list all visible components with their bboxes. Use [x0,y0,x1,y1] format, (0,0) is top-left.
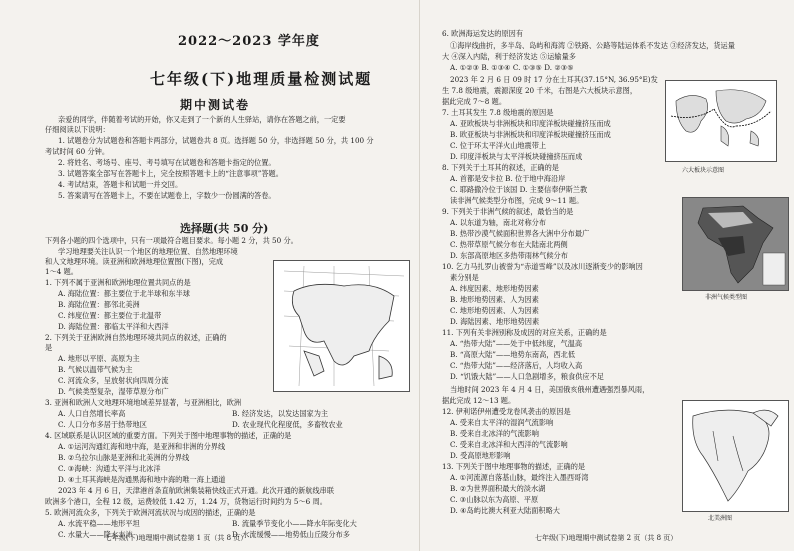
school-year: 2022～2023 学年度 [178,34,320,49]
question-stem: 2. 下列关于亚洲欧洲自然地理环境共同点的叙述，正确的 [45,333,227,342]
exam-subtitle: 期中测试卷 [180,98,251,112]
question-stem: 13. 下列关于图中地理事物的描述，正确的是 [442,462,586,471]
instruction-line: 亲爱的同学，伴随着考试的开始，你又走到了一个新的人生驿站，请你在答题之前，一定要 [58,115,346,124]
question-stem: 素分别是 [450,273,479,282]
answer-option: A. ①河流源自落基山脉，最终注入墨西哥湾 [450,473,589,482]
answer-option: A. 首都是安卡拉 B. 位于地中海沿岸 [450,174,566,183]
answer-option: B. 受来自北冰洋的气流影响 [450,429,539,438]
answer-option: D. 农业现代化程度低，多畜牧农业 [232,420,343,429]
answer-option: C. 热带草原气候分布在大陆南北两侧 [450,240,568,249]
question-stem: 5. 欧洲河流众多，下列关于欧洲河流状况与成因的描述，正确的是 [45,508,256,517]
tectonic-plates-map [665,80,777,162]
instruction-line: 4. 考试结束，答题卡和试题一并交回。 [58,180,183,189]
question-intro: 下列各小题的四个选项中，只有一项最符合题目要求。每小题 2 分，共 50 分。 [45,236,298,245]
answer-option: D. “饥饿大陆”——人口急剧增多，粮食供应不足 [450,372,604,381]
answer-option: C. 地形地势因素、人为因素 [450,306,539,315]
answer-option: B. 海陆位置：都邻北美洲 [58,300,140,309]
africa-climate-map [682,197,789,291]
question-stem: 10. 乞力马扎罗山被誉为“赤道雪峰”以及冰川逐渐变少的影响因 [442,262,643,271]
answer-option: C. 河流众多，呈放射状向四周分流 [58,376,169,385]
passage-text: 欧洲多个港口，全程 12 级，运费较低 1.42 万，1.24 万，货物运行时间约为 5～6 周。 [45,497,327,506]
instruction-line: 2. 将姓名、考场号、座号、考号填写在试题卷和答题卡指定的位置。 [58,158,276,167]
answer-option: A. 亚欧板块与非洲板块和印度洋板块碰撞挤压而成 [450,119,611,128]
answer-option: A. “热带大陆”——处于中低纬度，气温高 [450,339,583,348]
answer-option: D. 水流缓慢——地势低山丘陵分布多 [232,530,350,539]
answer-option: C. ③海峡：沟通太平洋与北冰洋 [58,464,161,473]
answer-option: D. 海陆因素、地形地势因素 [450,317,540,326]
instruction-line: 1. 试题卷分为试题卷和答题卡两部分，试题卷共 8 页。选择题 50 分，非选择题 50 分，共 100 分 [58,136,374,145]
passage-text: 生 7.8 级地震，震源深度 20 千米，右图是六大板块示意图， [442,86,638,95]
answer-option: D. 气候类型复杂，湿带草原分布广 [58,387,169,396]
question-text: ①海岸线曲折，多半岛、岛屿和海湾 ②铁路、公路等陆运体系不发达 ③经济发达，货运量 [450,41,735,50]
answer-option: C. 人口分布多居于热带地区 [58,420,147,429]
passage-text: 据此完成 12～13 题。 [442,396,516,405]
answer-option: D. 印度洋板块与太平洋板块碰撞挤压而成 [450,152,583,161]
answer-option: B. 地形地势因素、人为因素 [450,295,539,304]
question-stem: 12. 伊利诺伊州遭受龙卷风袭击的原因是 [442,407,571,416]
question-stem: 11. 下列有关非洲别称及成因的对应关系，正确的是 [442,328,607,337]
north-america-map [682,400,789,512]
answer-option: C. ③山脉以东为高原、平原 [450,495,539,504]
passage-text: 当地时间 2023 年 4 月 4 日，美国俄亥俄州遭遇强烈暴风雨， [450,385,650,394]
answer-option: B. 欧亚板块与非洲板块和印度洋板块碰撞挤压而成 [450,130,611,139]
answer-option: D. ④土耳其海峡是沟通黑海和地中海的唯一海上通道 [58,475,226,484]
instruction-line: 仔细阅读以下说明： [45,125,110,134]
asia-europe-map [273,260,410,392]
question-stem: 7. 土耳其发生 7.8 级地震的原因是 [442,108,554,117]
passage-text: 据此完成 7～8 题。 [442,97,507,106]
question-text: 学习地理要关注认识一个地区的地理位置、自然地理环境 [58,247,238,256]
answer-option: C. 耶路撒冷位于该国 D. 主要信奉伊斯兰教 [450,185,588,194]
north-america-drawing [683,401,788,511]
answer-option: C. “热带大陆”——经济落后，人均收入高 [450,361,583,370]
answer-option: C. 受来自北冰洋和大西洋的气流影响 [450,440,568,449]
answer-option: A. 海陆位置：都主要位于北半球和东半球 [58,289,190,298]
answer-option: C. 位于环太平洋火山地震带上 [450,141,547,150]
passage-text: 2023 年 2 月 6 日 09 时 17 分在土耳其(37.15°N, 36.95°E)发 [450,75,658,84]
answer-option: A. ①运河沟通红海和地中海，是亚洲和非洲的分界线 [58,442,226,451]
answer-option: B. ②为世界面积最大的淡水湖 [450,484,546,493]
answer-option: C. 纬度位置：都主要位于北温带 [58,311,162,320]
north-america-map-caption: 北美洲图 [708,515,733,522]
answer-option: A. 人口自然增长率高 [58,409,126,418]
question-stem: 是 [45,343,53,352]
answer-option: A. 水流平稳——地形平坦 [58,519,140,528]
question-stem: 9. 下列关于非洲气候的叙述，最恰当的是 [442,207,574,216]
instruction-line: 考试时间 60 分钟。 [45,147,110,156]
asia-europe-map-drawing [274,261,409,391]
answer-option: B. ②乌拉尔山脉是亚洲和北美洲的分界线 [58,453,190,462]
tectonic-map-caption: 六大板块示意图 [682,167,725,174]
passage-text: 2023 年 4 月 6 日，天津港首条直航欧洲集装箱快线正式开通。此次开通的新航线串联 [58,486,335,495]
answer-option: D. 东部高原地区多热带雨林气候分布 [450,251,568,260]
instruction-line: 3. 试题答案全部写在答题卡上，完全按照答题卡上的“注意事项”答题。 [58,169,283,178]
section-title: 选择题(共 50 分) [180,222,269,235]
answer-option: B. 经济发达，以发达国家为主 [232,409,329,418]
answer-option: A. 地形以平原、高原为主 [58,354,140,363]
answer-option: A. 以东道为轴，南北对称分布 [450,218,547,227]
answer-option: D. 受高原地形影响 [450,451,511,460]
answer-option: D. 海陆位置：都临太平洋和大西洋 [58,322,169,331]
footer-right: 七年级(下)地理期中测试卷第 2 页（共 8 页） [535,534,678,542]
question-text: 和人文地理环境。读亚洲和欧洲地理位置图(下图)，完成 [45,257,224,266]
question-stem: 3. 亚洲和欧洲人文地理环境地域差异显著，与亚洲相比，欧洲 [45,398,242,407]
answer-option: B. 气候以温带气候为主 [58,365,133,374]
question-stem: 8. 下列关于土耳其的叙述，正确的是 [442,163,559,172]
africa-map-caption: 非洲气候类型图 [705,294,748,301]
answer-option: A. ①②③ B. ①③④ C. ①③⑤ D. ②③⑤ [450,63,574,72]
question-stem: 1. 下列不属于亚洲和欧洲地理位置共同点的是 [45,278,191,287]
question-stem: 6. 欧洲海运发达的原因有 [442,29,524,38]
answer-option: A. 受来自太平洋的湿润气流影响 [450,418,554,427]
answer-option: B. 热带沙漠气候面积世界各大洲中分布最广 [450,229,590,238]
answer-option: D. ④岛屿比澳大利亚大陆面积略大 [450,506,560,515]
exam-title: 七年级(下)地理质量检测试题 [150,70,373,88]
passage-text: 读非洲气候类型分布图，完成 9～11 题。 [450,196,584,205]
answer-option: B. 流量季节变化小——降水年际变化大 [232,519,357,528]
right-page [420,0,794,551]
africa-climate-drawing [683,198,788,290]
tectonic-plates-drawing [666,81,776,161]
instruction-line: 5. 答案请写在答题卡上，不要在试题卷上，字数少一份圆满的答卷。 [58,191,276,200]
answer-option: A. 纬度因素、地形地势因素 [450,284,539,293]
footer-left: 七年级(下)地理期中测试卷第 1 页（共 8 页） [105,534,248,542]
question-stem: 4. 区域联系是认识区域的重要方面。下列关于图中地理事物的描述，正确的是 [45,431,292,440]
question-text: 1～4 题。 [45,267,78,276]
answer-option: B. “高原大陆”——地势东南高，西北低 [450,350,576,359]
answer-option: C. 水量大——降水丰沛 [58,530,133,539]
question-text: 大 ④深入内陆，利于经济发达 ⑤运输量多 [442,52,576,61]
